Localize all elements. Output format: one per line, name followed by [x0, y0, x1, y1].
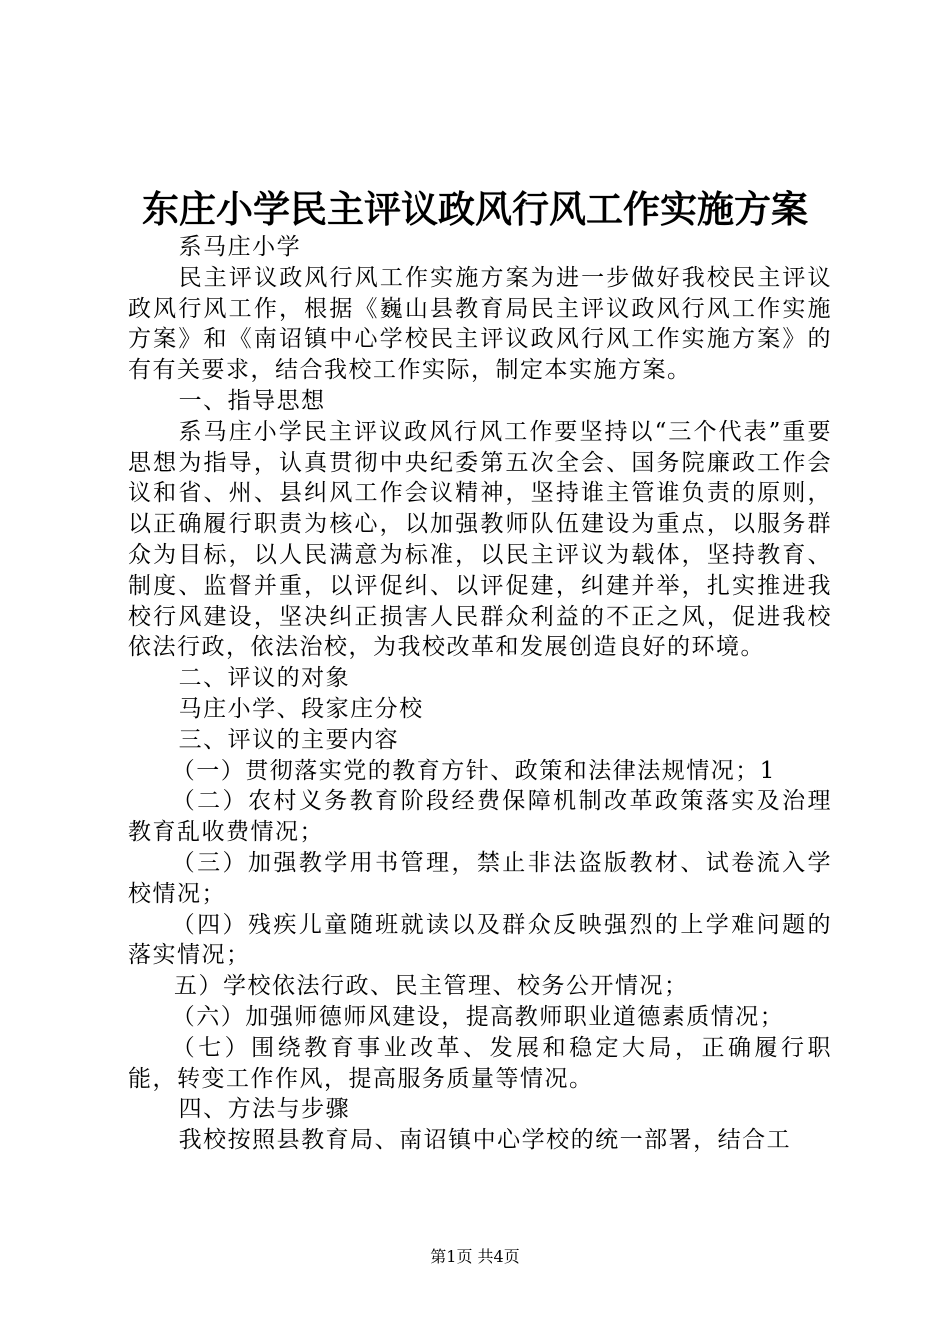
page-title: 东庄小学民主评议政风行风工作实施方案 [142, 187, 808, 231]
list-item: （四）残疾儿童随班就读以及群众反映强烈的上学难问题的落实情况； [128, 911, 832, 969]
section-heading: 三、评议的主要内容 [178, 726, 400, 753]
section-heading: 一、指导思想 [178, 387, 326, 414]
body-paragraph: 系马庄小学民主评议政风行风工作要坚持以“三个代表”重要思想为指导，认真贯彻中央纪委第五次全会、国务院廉政工作会议和省、州、县纠风工作会议精神，坚持谁主管谁负责的原则，以正确履行职责为核心，以加强教师队伍建设为重点，以服务群众为目标，以人民满意为标准，以民主评议为载体，坚持教育、制度、监督并重，以评促纠、以评促建，纠建并举，扎实推进我校行风建设，坚决纠正损害人民群众利益的不正之风，促进我校依法行政，依法治校，为我校改革和发展创造良好的环境。 [128, 418, 832, 661]
section-heading: 四、方法与步骤 [178, 1096, 351, 1123]
intro-paragraph: 民主评议政风行风工作实施方案为进一步做好我校民主评议政风行风工作，根据《巍山县教育局民主评议政风行风工作实施方案》和《南诏镇中心学校民主评议政风行风工作实施方案》的有有关要求，结合我校工作实际，制定本实施方案。 [128, 264, 832, 384]
section-heading: 二、评议的对象 [178, 665, 351, 692]
page-number: 第1页 共4页 [430, 1247, 520, 1266]
school-name: 系马庄小学 [178, 234, 302, 260]
list-item: （一）贯彻落实党的教育方针、政策和法律法规情况；1 [171, 757, 776, 784]
body-paragraph: 马庄小学、段家庄分校 [178, 695, 424, 722]
body-paragraph: 我校按照县教育局、南诏镇中心学校的统一部署，结合工 [178, 1127, 792, 1154]
list-item: 五）学校依法行政、民主管理、校务公开情况； [174, 973, 689, 1000]
list-item: （三）加强教学用书管理，禁止非法盗版教材、试卷流入学校情况； [128, 849, 832, 907]
list-item: （七）围绕教育事业改革、发展和稳定大局，正确履行职能，转变工作作风，提高服务质量等情况。 [128, 1034, 832, 1092]
list-item: （二）农村义务教育阶段经费保障机制改革政策落实及治理教育乱收费情况； [128, 788, 832, 846]
list-item: （六）加强师德师风建设，提高教师职业道德素质情况； [171, 1003, 785, 1030]
document-body [128, 232, 832, 1156]
